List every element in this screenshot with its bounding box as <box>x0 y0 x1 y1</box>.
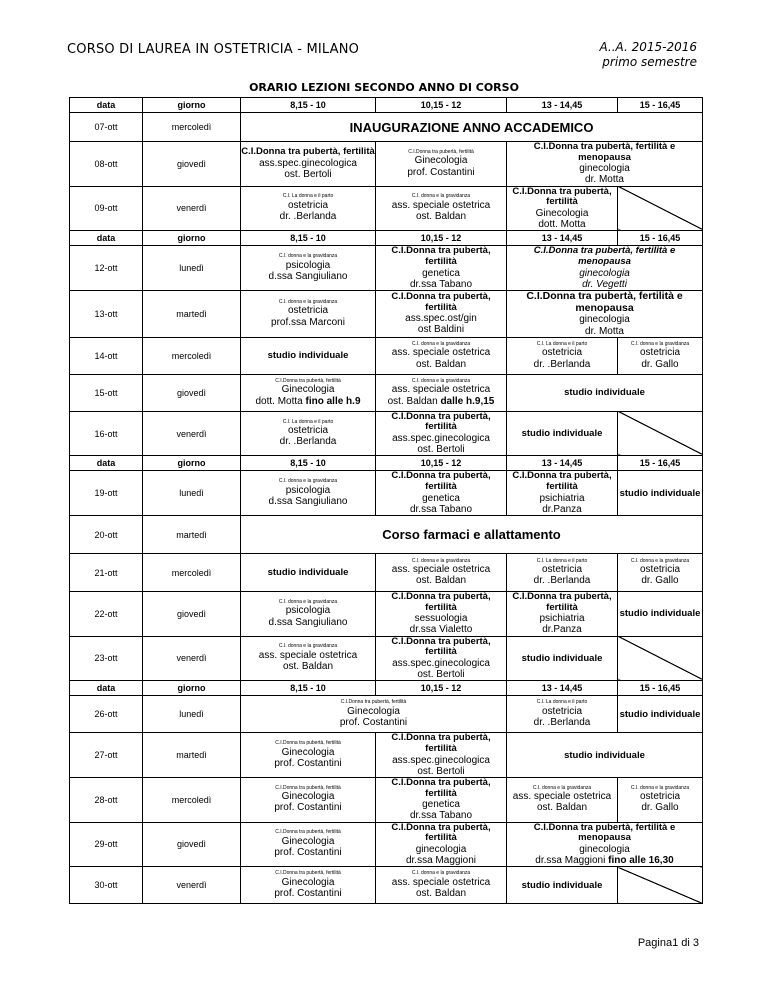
table-row <box>70 777 703 822</box>
col-header-slot2: 10,15 - 12 <box>376 98 507 113</box>
col-header-giorno: giorno <box>143 681 241 696</box>
header-row <box>70 681 703 696</box>
lesson-teacher: dr.ssa Tabano <box>409 503 473 515</box>
studio-individuale-cell: studio individuale <box>507 867 618 904</box>
lesson-cell <box>376 777 507 822</box>
lesson-teacher: dott. Motta <box>538 219 586 231</box>
lesson-subject: ostetricia <box>639 791 680 803</box>
lesson-teacher: d.ssa Sangiuliano <box>268 616 348 628</box>
lesson-subject: Ginecologia <box>347 705 400 717</box>
lesson-teacher: dr. Motta <box>585 325 624 337</box>
lesson-teacher: ost. Bertoli <box>417 444 465 456</box>
row-date: 19-ott <box>70 471 143 516</box>
teacher-name: ost. Baldan <box>387 395 438 407</box>
lesson-subject: ostetricia <box>287 425 328 437</box>
lesson-subject: ostetricia <box>639 347 680 359</box>
schedule-table <box>69 97 703 904</box>
lesson-teacher: ost. Baldan <box>415 575 467 587</box>
col-header-data: data <box>70 98 143 113</box>
course-name: C.I.Donna tra pubertà, fertilità <box>275 377 341 384</box>
lesson-subject: ass. speciale ostetrica <box>391 564 491 576</box>
row-day: martedì <box>143 290 241 337</box>
lesson-cell <box>507 554 618 592</box>
lesson-subject: genetica <box>422 799 460 811</box>
lesson-cell <box>376 636 507 681</box>
row-date: 27-ott <box>70 733 143 778</box>
row-day: mercoledì <box>143 777 241 822</box>
lesson-subject: ass.spec.ginecologica <box>392 433 490 444</box>
course-name: C.I.Donna tra pubertà, fertilità <box>241 146 375 158</box>
course-name: C.I. donna e la gravidanza <box>278 253 338 260</box>
lesson-cell <box>241 696 507 733</box>
lesson-subject: ostetricia <box>287 305 328 317</box>
academic-year <box>599 40 697 70</box>
lesson-teacher: dr.Panza <box>542 624 582 636</box>
lesson-cell <box>376 142 507 187</box>
lesson-cell <box>376 337 507 374</box>
table-row <box>70 554 703 592</box>
lesson-subject: ostetricia <box>541 564 582 576</box>
time-note: fino alle h.9 <box>305 395 361 407</box>
empty-slot <box>618 411 703 456</box>
empty-slot <box>618 186 703 231</box>
time-note: dalle h.9,15 <box>440 395 495 407</box>
academic-year-label: A..A. 2015-2016 <box>599 40 697 54</box>
lesson-teacher: ost. Bertoli <box>417 669 465 681</box>
course-name: C.I. donna e la gravidanza <box>630 557 690 564</box>
lesson-teacher: dr. .Berlanda <box>279 211 337 223</box>
lesson-subject: ginecologia <box>579 267 630 279</box>
course-name: C.I.Donna tra pubertà, fertilità <box>391 777 491 799</box>
col-header-slot4: 15 - 16,45 <box>618 231 703 246</box>
row-date: 29-ott <box>70 822 143 867</box>
lesson-teacher: ost. Baldan <box>415 211 467 223</box>
lesson-cell <box>376 186 507 231</box>
lesson-teacher: prof. Costantini <box>339 717 408 729</box>
time-note: fino alle 16,30 <box>608 854 674 866</box>
col-header-slot1: 8,15 - 10 <box>241 98 376 113</box>
table-row <box>70 374 703 411</box>
lesson-subject: psicologia <box>285 484 331 496</box>
lesson-teacher: prof. Costantini <box>407 166 475 178</box>
col-header-giorno: giorno <box>143 231 241 246</box>
lesson-cell <box>507 337 618 374</box>
schedule-title: ORARIO LEZIONI SECONDO ANNO DI CORSO <box>249 81 519 94</box>
lesson-teacher: prof.ssa Marconi <box>271 316 345 328</box>
lesson-teacher: dr.ssa Tabano <box>409 810 473 822</box>
col-header-slot1: 8,15 - 10 <box>241 231 376 246</box>
lesson-cell <box>376 822 507 867</box>
lesson-subject: genetica <box>422 267 460 279</box>
lesson-subject: ass. speciale ostetrica <box>512 791 612 803</box>
row-date: 20-ott <box>70 516 143 554</box>
lesson-teacher: prof. Costantini <box>274 802 342 814</box>
lesson-teacher: dr.ssa Tabano <box>409 278 473 290</box>
lesson-teacher: ost. Baldan <box>536 802 588 814</box>
lesson-cell <box>241 374 376 411</box>
lesson-cell <box>241 471 376 516</box>
row-day: giovedì <box>143 142 241 187</box>
course-name: C.I. donna e la gravidanza <box>411 377 471 384</box>
row-date: 12-ott <box>70 246 143 291</box>
lesson-subject: ass. speciale ostetrica <box>391 876 491 888</box>
lesson-subject: Ginecologia <box>414 155 468 167</box>
lesson-cell <box>241 777 376 822</box>
lesson-cell <box>241 867 376 904</box>
col-header-slot1: 8,15 - 10 <box>241 681 376 696</box>
col-header-slot3: 13 - 14,45 <box>507 456 618 471</box>
lesson-cell <box>376 733 507 778</box>
row-day: lunedì <box>143 471 241 516</box>
col-header-slot4: 15 - 16,45 <box>618 681 703 696</box>
course-name: C.I.Donna tra pubertà, fertilità e menopausa <box>533 822 676 844</box>
row-day: lunedì <box>143 696 241 733</box>
studio-individuale-cell: studio individuale <box>618 696 703 733</box>
empty-slot <box>618 636 703 681</box>
inauguration-cell: INAUGURAZIONE ANNO ACCADEMICO <box>241 113 703 142</box>
lesson-teacher: dr. Vegetti <box>582 278 627 290</box>
lesson-subject: ass.spec.ost/gin <box>405 313 477 325</box>
lesson-teacher <box>241 396 375 407</box>
studio-individuale-cell: studio individuale <box>507 733 703 778</box>
lesson-teacher: ost. Baldan <box>415 358 467 370</box>
course-name: C.I.Donna tra pubertà, fertilità <box>391 591 491 613</box>
table-row <box>70 411 703 456</box>
row-day: venerdì <box>143 186 241 231</box>
lesson-cell <box>241 411 376 456</box>
row-date: 30-ott <box>70 867 143 904</box>
lesson-cell <box>618 554 703 592</box>
studio-individuale-cell: studio individuale <box>618 471 703 516</box>
lesson-cell <box>376 471 507 516</box>
col-header-slot3: 13 - 14,45 <box>507 231 618 246</box>
course-name: C.I.Donna tra pubertà, fertilità <box>275 740 341 747</box>
table-row <box>70 113 703 142</box>
lesson-cell <box>376 246 507 291</box>
course-name: C.I. donna e la gravidanza <box>411 557 471 564</box>
lesson-subject: ostetricia <box>639 564 680 576</box>
col-header-giorno: giorno <box>143 456 241 471</box>
lesson-cell <box>376 411 507 456</box>
row-day: giovedì <box>143 374 241 411</box>
lesson-cell <box>507 777 618 822</box>
course-name: C.I.Donna tra pubertà, fertilità <box>275 784 341 791</box>
lesson-subject: Ginecologia <box>281 791 335 803</box>
course-name: C.I. donna e la gravidanza <box>278 298 338 305</box>
course-name: C.I.Donna tra pubertà, fertilità <box>512 470 612 492</box>
row-day: venerdì <box>143 867 241 904</box>
lesson-cell <box>376 290 507 337</box>
col-header-slot4: 15 - 16,45 <box>618 456 703 471</box>
course-name: C.I. donna e la gravidanza <box>411 340 471 347</box>
course-name: C.I. La donna e il parto <box>536 557 588 564</box>
row-date: 07-ott <box>70 113 143 142</box>
table-row <box>70 636 703 681</box>
course-name: C.I. donna e la gravidanza <box>278 643 338 650</box>
course-name: C.I.Donna tra pubertà, fertilità <box>391 470 491 492</box>
col-header-data: data <box>70 681 143 696</box>
course-name: C.I. donna e la gravidanza <box>630 784 690 791</box>
lesson-teacher: ost. Baldan <box>282 661 334 673</box>
lesson-teacher: ost. Bertoli <box>284 169 332 181</box>
lesson-subject: Ginecologia <box>281 384 335 396</box>
row-day: venerdì <box>143 411 241 456</box>
lesson-subject: ginecologia <box>415 843 467 855</box>
lesson-teacher: dr. Gallo <box>641 358 679 370</box>
lesson-cell <box>241 822 376 867</box>
row-day: mercoledì <box>143 554 241 592</box>
studio-individuale-cell: studio individuale <box>507 636 618 681</box>
course-name: C.I. donna e la gravidanza <box>630 340 690 347</box>
col-header-giorno: giorno <box>143 98 241 113</box>
row-date: 13-ott <box>70 290 143 337</box>
lesson-cell <box>376 374 507 411</box>
lesson-subject: sessuologia <box>414 613 468 625</box>
lesson-cell <box>507 186 618 231</box>
lesson-teacher: dr. .Berlanda <box>533 575 591 587</box>
semester-label: primo semestre <box>602 55 697 69</box>
lesson-subject: psicologia <box>285 605 331 617</box>
header-row <box>70 456 703 471</box>
table-row <box>70 696 703 733</box>
studio-individuale-cell: studio individuale <box>241 337 376 374</box>
lesson-teacher: prof. Costantini <box>274 887 342 899</box>
lesson-cell <box>507 142 703 187</box>
lesson-subject: psichiatria <box>539 492 585 504</box>
col-header-slot2: 10,15 - 12 <box>376 231 507 246</box>
table-row <box>70 822 703 867</box>
studio-individuale-cell: studio individuale <box>241 554 376 592</box>
row-date: 28-ott <box>70 777 143 822</box>
lesson-teacher: dr.ssa Maggioni <box>405 854 477 866</box>
row-day: mercoledì <box>143 337 241 374</box>
lesson-subject: ass. speciale ostetrica <box>258 650 358 662</box>
table-row <box>70 471 703 516</box>
lesson-teacher: dr. .Berlanda <box>533 717 591 729</box>
lesson-subject: Ginecologia <box>281 835 335 847</box>
studio-individuale-cell: studio individuale <box>618 592 703 637</box>
lesson-subject: ginecologia <box>579 314 630 326</box>
lesson-cell <box>241 142 376 187</box>
lesson-cell <box>507 696 618 733</box>
lesson-subject: ostetricia <box>541 347 582 359</box>
col-header-data: data <box>70 231 143 246</box>
col-header-data: data <box>70 456 143 471</box>
row-date: 14-ott <box>70 337 143 374</box>
course-name: C.I.Donna tra pubertà, fertilità e menopausa <box>526 290 683 314</box>
row-date: 08-ott <box>70 142 143 187</box>
lesson-teacher: dr. Gallo <box>641 575 679 587</box>
row-date: 09-ott <box>70 186 143 231</box>
col-header-slot4: 15 - 16,45 <box>618 98 703 113</box>
table-row <box>70 142 703 187</box>
lesson-subject: ass.spec.ginecologica <box>259 157 357 169</box>
lesson-cell <box>376 554 507 592</box>
row-date: 15-ott <box>70 374 143 411</box>
course-name: C.I. La donna e il parto <box>282 193 334 200</box>
course-name: C.I.Donna tra pubertà, fertilità <box>408 148 474 155</box>
lesson-teacher: d.ssa Sangiuliano <box>268 495 348 507</box>
course-name: C.I. La donna e il parto <box>536 699 588 706</box>
lesson-cell <box>507 822 703 867</box>
table-row <box>70 516 703 554</box>
table-row <box>70 337 703 374</box>
col-header-slot3: 13 - 14,45 <box>507 98 618 113</box>
lesson-cell <box>241 290 376 337</box>
page-number: Pagina1 di 3 <box>637 937 699 949</box>
lesson-teacher: prof. Costantini <box>274 757 342 769</box>
row-day: giovedì <box>143 592 241 637</box>
lesson-cell <box>507 471 618 516</box>
row-date: 26-ott <box>70 696 143 733</box>
lesson-subject: Ginecologia <box>535 207 589 219</box>
table-row <box>70 733 703 778</box>
course-name: C.I. donna e la gravidanza <box>278 598 338 605</box>
lesson-teacher: dr.Panza <box>542 503 582 515</box>
course-name: C.I. donna e la gravidanza <box>411 870 471 877</box>
lesson-cell <box>241 246 376 291</box>
row-day: lunedì <box>143 246 241 291</box>
lesson-cell <box>507 592 618 637</box>
lesson-teacher: ost. Baldan <box>415 887 467 899</box>
lesson-teacher: ost Baldini <box>417 324 465 336</box>
course-name: C.I. La donna e il parto <box>282 418 334 425</box>
course-name: C.I.Donna tra pubertà, fertilità <box>512 591 612 613</box>
course-name: C.I.Donna tra pubertà, fertilità <box>391 411 491 433</box>
course-name: C.I.Donna tra pubertà, fertilità e menopausa <box>533 245 676 267</box>
teacher-name: dr.ssa Maggioni <box>535 854 606 866</box>
course-name: C.I.Donna tra pubertà, fertilità <box>275 829 341 836</box>
lesson-cell <box>507 246 703 291</box>
lesson-subject: ass. speciale ostetrica <box>391 347 491 359</box>
lesson-subject: Ginecologia <box>281 876 335 888</box>
course-name: C.I.Donna tra pubertà, fertilità <box>512 186 612 208</box>
lesson-cell <box>507 290 703 337</box>
lesson-cell <box>618 777 703 822</box>
table-row <box>70 867 703 904</box>
lesson-cell <box>241 186 376 231</box>
col-header-slot3: 13 - 14,45 <box>507 681 618 696</box>
lesson-teacher: ost. Bertoli <box>417 765 465 777</box>
lesson-subject: ostetricia <box>541 705 582 717</box>
lesson-subject: ostetricia <box>287 200 328 212</box>
table-row <box>70 290 703 337</box>
lesson-subject: ass. speciale ostetrica <box>391 200 491 212</box>
table-row <box>70 186 703 231</box>
col-header-slot2: 10,15 - 12 <box>376 456 507 471</box>
lesson-subject: ass.spec.ginecologica <box>392 657 490 669</box>
course-name: C.I. donna e la gravidanza <box>411 193 471 200</box>
course-name: C.I. donna e la gravidanza <box>532 784 592 791</box>
lesson-teacher: dr. .Berlanda <box>533 358 591 370</box>
lesson-teacher: dr. .Berlanda <box>279 436 337 448</box>
lesson-cell <box>241 636 376 681</box>
studio-individuale-cell: studio individuale <box>507 374 703 411</box>
lesson-subject: psichiatria <box>539 613 585 625</box>
course-name: C.I.Donna tra pubertà, fertilità <box>391 636 491 658</box>
lesson-teacher: d.ssa Sangiuliano <box>268 270 348 282</box>
course-name: C.I.Donna tra pubertà, fertilità <box>391 245 491 267</box>
lesson-subject: Ginecologia <box>281 746 335 758</box>
row-date: 22-ott <box>70 592 143 637</box>
row-day: martedì <box>143 516 241 554</box>
course-name: C.I.Donna tra pubertà, fertilità e menopausa <box>533 141 676 163</box>
lesson-teacher <box>376 396 506 407</box>
lesson-teacher: prof. Costantini <box>274 847 342 859</box>
lesson-teacher: dr. Gallo <box>641 802 679 814</box>
teacher-name: dott. Motta <box>255 395 303 407</box>
course-title: CORSO DI LAUREA IN OSTETRICIA - MILANO <box>67 42 360 57</box>
course-name: C.I.Donna tra pubertà, fertilità <box>391 291 491 313</box>
course-name: C.I.Donna tra pubertà, fertilità <box>275 870 341 877</box>
lesson-cell <box>241 733 376 778</box>
course-name: C.I.Donna tra pubertà, fertilità <box>391 822 491 844</box>
row-day: martedì <box>143 733 241 778</box>
row-date: 21-ott <box>70 554 143 592</box>
lesson-cell <box>618 337 703 374</box>
lesson-subject: ass.spec.ginecologica <box>392 754 490 766</box>
course-name: C.I.Donna tra pubertà, fertilità <box>391 732 491 754</box>
lesson-cell <box>376 592 507 637</box>
empty-slot <box>618 867 703 904</box>
row-day: venerdì <box>143 636 241 681</box>
course-name: C.I.Donna tra pubertà, fertilità <box>340 699 407 706</box>
row-date: 23-ott <box>70 636 143 681</box>
lesson-subject: ginecologia <box>579 163 630 175</box>
lesson-subject: genetica <box>422 492 460 504</box>
row-day: mercoledì <box>143 113 241 142</box>
lesson-cell <box>241 592 376 637</box>
table-row <box>70 246 703 291</box>
lesson-cell <box>376 867 507 904</box>
studio-individuale-cell: studio individuale <box>507 411 618 456</box>
lesson-teacher: dr. Motta <box>585 174 624 186</box>
lesson-teacher: dr.ssa Vialetto <box>409 624 473 636</box>
header-row <box>70 98 703 113</box>
lesson-teacher <box>507 855 702 866</box>
lesson-subject: ginecologia <box>579 843 630 855</box>
row-date: 16-ott <box>70 411 143 456</box>
course-name: C.I. donna e la gravidanza <box>278 478 338 485</box>
special-course-cell: Corso farmaci e allattamento <box>241 516 703 554</box>
row-day: giovedì <box>143 822 241 867</box>
header-row <box>70 231 703 246</box>
col-header-slot1: 8,15 - 10 <box>241 456 376 471</box>
table-row <box>70 592 703 637</box>
course-name: C.I. La donna e il parto <box>536 340 588 347</box>
lesson-subject: psicologia <box>285 259 331 271</box>
lesson-subject: ass. speciale ostetrica <box>391 384 491 396</box>
col-header-slot2: 10,15 - 12 <box>376 681 507 696</box>
